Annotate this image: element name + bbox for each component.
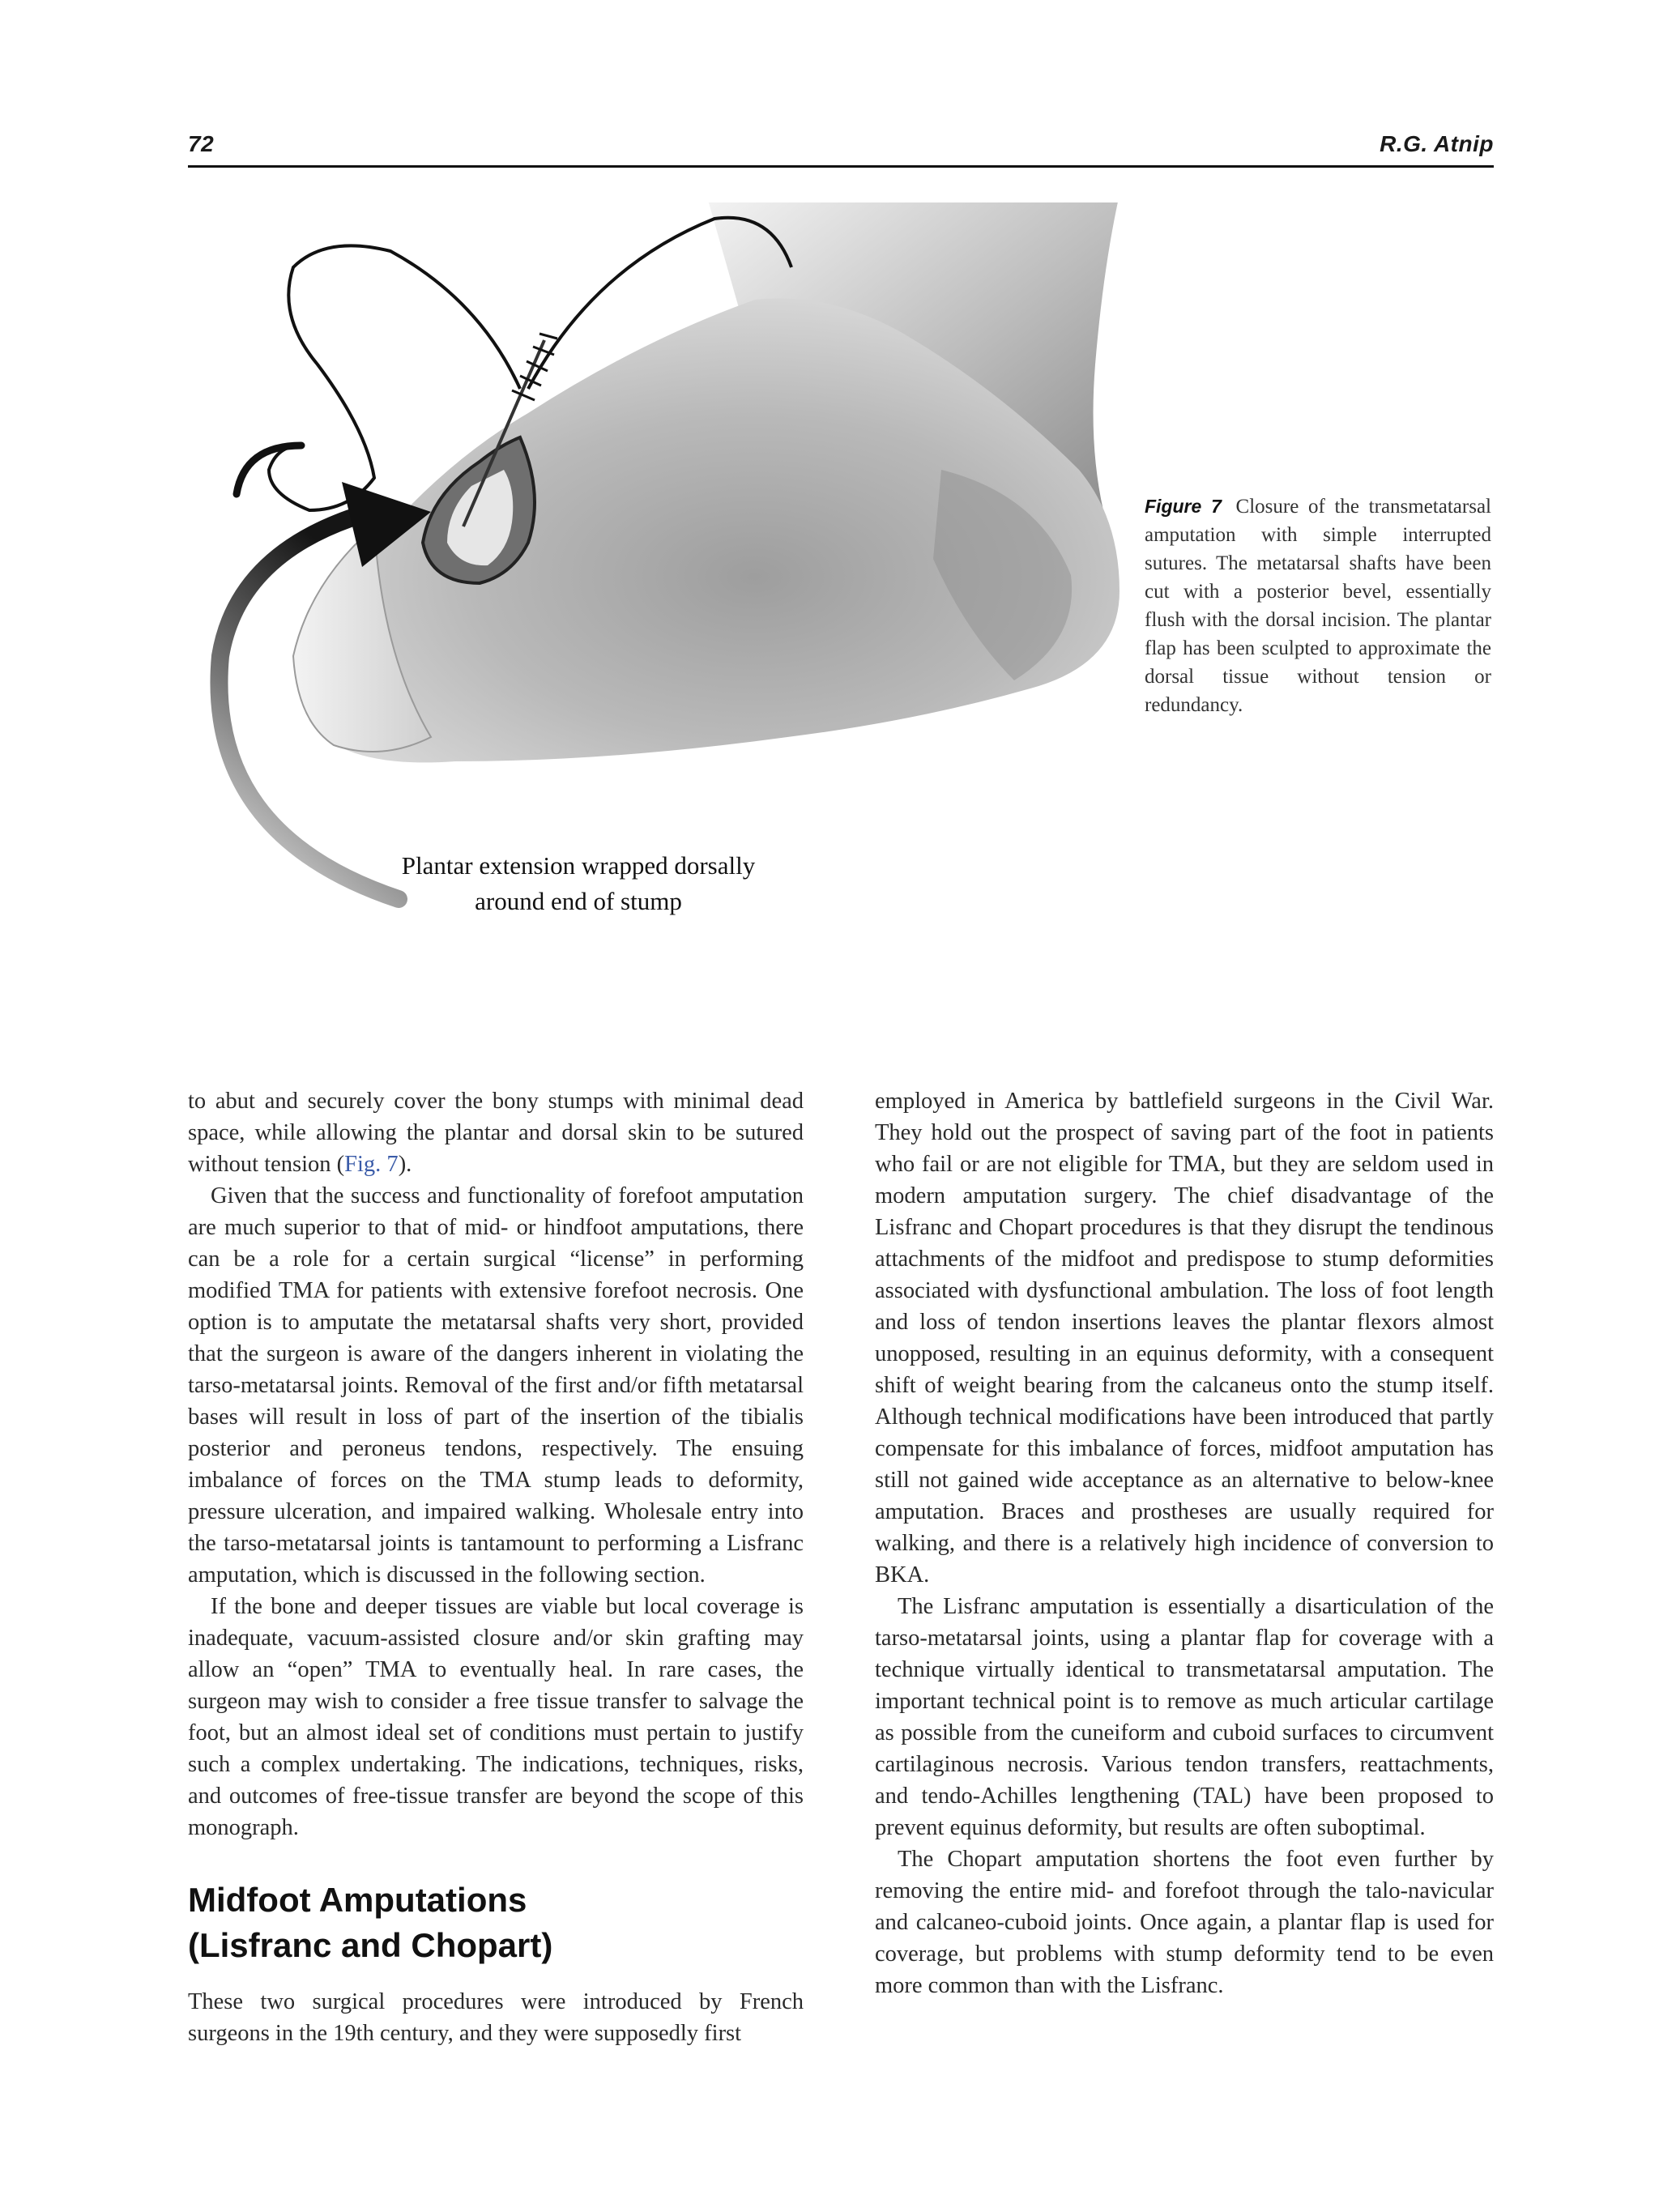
right-paragraph-3: The Chopart amputation shortens the foot even further by removing the entire mid- and forefoot through the talo-navicular and calcaneo-cuboid joints. Once again, a plantar flap is used for coverage, but problems with stump deformity tend to be even more common than with the Lisfranc. [875, 1847, 1494, 1998]
section-heading-line1: Midfoot Amputations [188, 1881, 527, 1919]
figure-label: Figure 7 [1145, 496, 1222, 517]
figure-7-illustration [188, 202, 1144, 1029]
figure-annotation-line1: Plantar extension wrapped dorsally [401, 851, 756, 880]
left-paragraph-4: These two surgical procedures were introduced by French surgeons in the 19th century, and they were supposedly first [188, 1989, 804, 2046]
figure-annotation-line2: around end of stump [475, 887, 682, 915]
right-paragraph-1: employed in America by battlefield surgeons in the Civil War. They hold out the prospect of saving part of the foot in patients who fail or are not eligible for TMA, but they are seldom used in modern amputation surgery. The chief disadvantage of the Lisfranc and Chopart procedures is that they disrupt the tendinous attachments of the midfoot and predispose to stump deformities associated with dysfunctional ambulation. The loss of foot length and loss of tendon insertions leaves the plantar flexors almost unopposed, resulting in an equinus deformity, with a consequent shift of weight bearing from the calcaneus onto the stump itself. Although technical modifications have been introduced that partly compensate for this imbalance of forces, midfoot amputation has still not gained wide acceptance as an alternative to below-knee amputation. Braces and prostheses are usually required for walking, and there is a relatively high incidence of conversion to BKA. [875, 1089, 1494, 1588]
figure-reference-link[interactable]: Fig. 7 [344, 1152, 399, 1177]
left-paragraph-3: If the bone and deeper tissues are viable but local coverage is inadequate, vacuum-assisted closure and/or skin grafting may allow an “open” TMA to eventually heal. In rare cases, the surgeon may wish to consider a free tissue transfer to salvage the foot, but an almost ideal set of conditions must pertain to justify such a complex undertaking. The indications, techniques, risks, and outcomes of free-tissue transfer are beyond the scope of this monograph. [188, 1594, 804, 1840]
right-paragraph-2: The Lisfranc amputation is essentially a disarticulation of the tarso-metatarsal joints, using a plantar flap for coverage with a technique virtually identical to transmetatarsal amputation. The important technical point is to remove as much articular cartilage as possible from the cuneiform and cuboid surfaces to circumvent cartilaginous necrosis. Various tendon transfers, reattachments, and tendo-Achilles lengthening (TAL) have been proposed to prevent equinus deformity, but results are often suboptimal. [875, 1594, 1494, 1840]
left-p1-end: ). [398, 1152, 412, 1177]
section-heading-line2: (Lisfranc and Chopart) [188, 1926, 553, 1964]
left-paragraph-1 [188, 1085, 804, 1180]
figure-caption [1145, 492, 1491, 719]
right-column [875, 1085, 1494, 2001]
section-heading [188, 1877, 804, 1968]
page-number: 72 [188, 131, 215, 156]
left-paragraph-2: Given that the success and functionality of forefoot amputation are much superior to that of mid- or hindfoot amputations, there can be a role for a certain surgical “license” in performing modified TMA for patients with extensive forefoot necrosis. One option is to amputate the metatarsal shafts very short, provided that the surgeon is aware of the dangers inherent in violating the tarso-metatarsal joints. Removal of the first and/or fifth metatarsal bases will result in loss of part of the insertion of the tibialis posterior and peroneus tendons, respectively. The ensuing imbalance of forces on the TMA stump leads to deformity, pressure ulceration, and impaired walking. Wholesale entry into the tarso-metatarsal joints is tantamount to performing a Lisfranc amputation, which is discussed in the following section. [188, 1183, 804, 1588]
sutures [512, 334, 557, 400]
figure-caption-text: Closure of the transmetatarsal amputation with simple interrupted sutures. The metatarsal shafts have been cut with a posterior bevel, essentially flush with the dorsal incision. The plantar flap has been sculpted to approximate the dorsal tissue without tension or redundancy. [1145, 496, 1491, 716]
left-p1-text: to abut and securely cover the bony stumps with minimal dead space, while allowing the plantar and dorsal skin to be sutured without tension ( [188, 1089, 804, 1177]
foot-amputation-drawing [188, 202, 1144, 1029]
running-author: R.G. Atnip [1380, 131, 1494, 156]
running-header [188, 128, 1494, 168]
left-column [188, 1085, 804, 2049]
